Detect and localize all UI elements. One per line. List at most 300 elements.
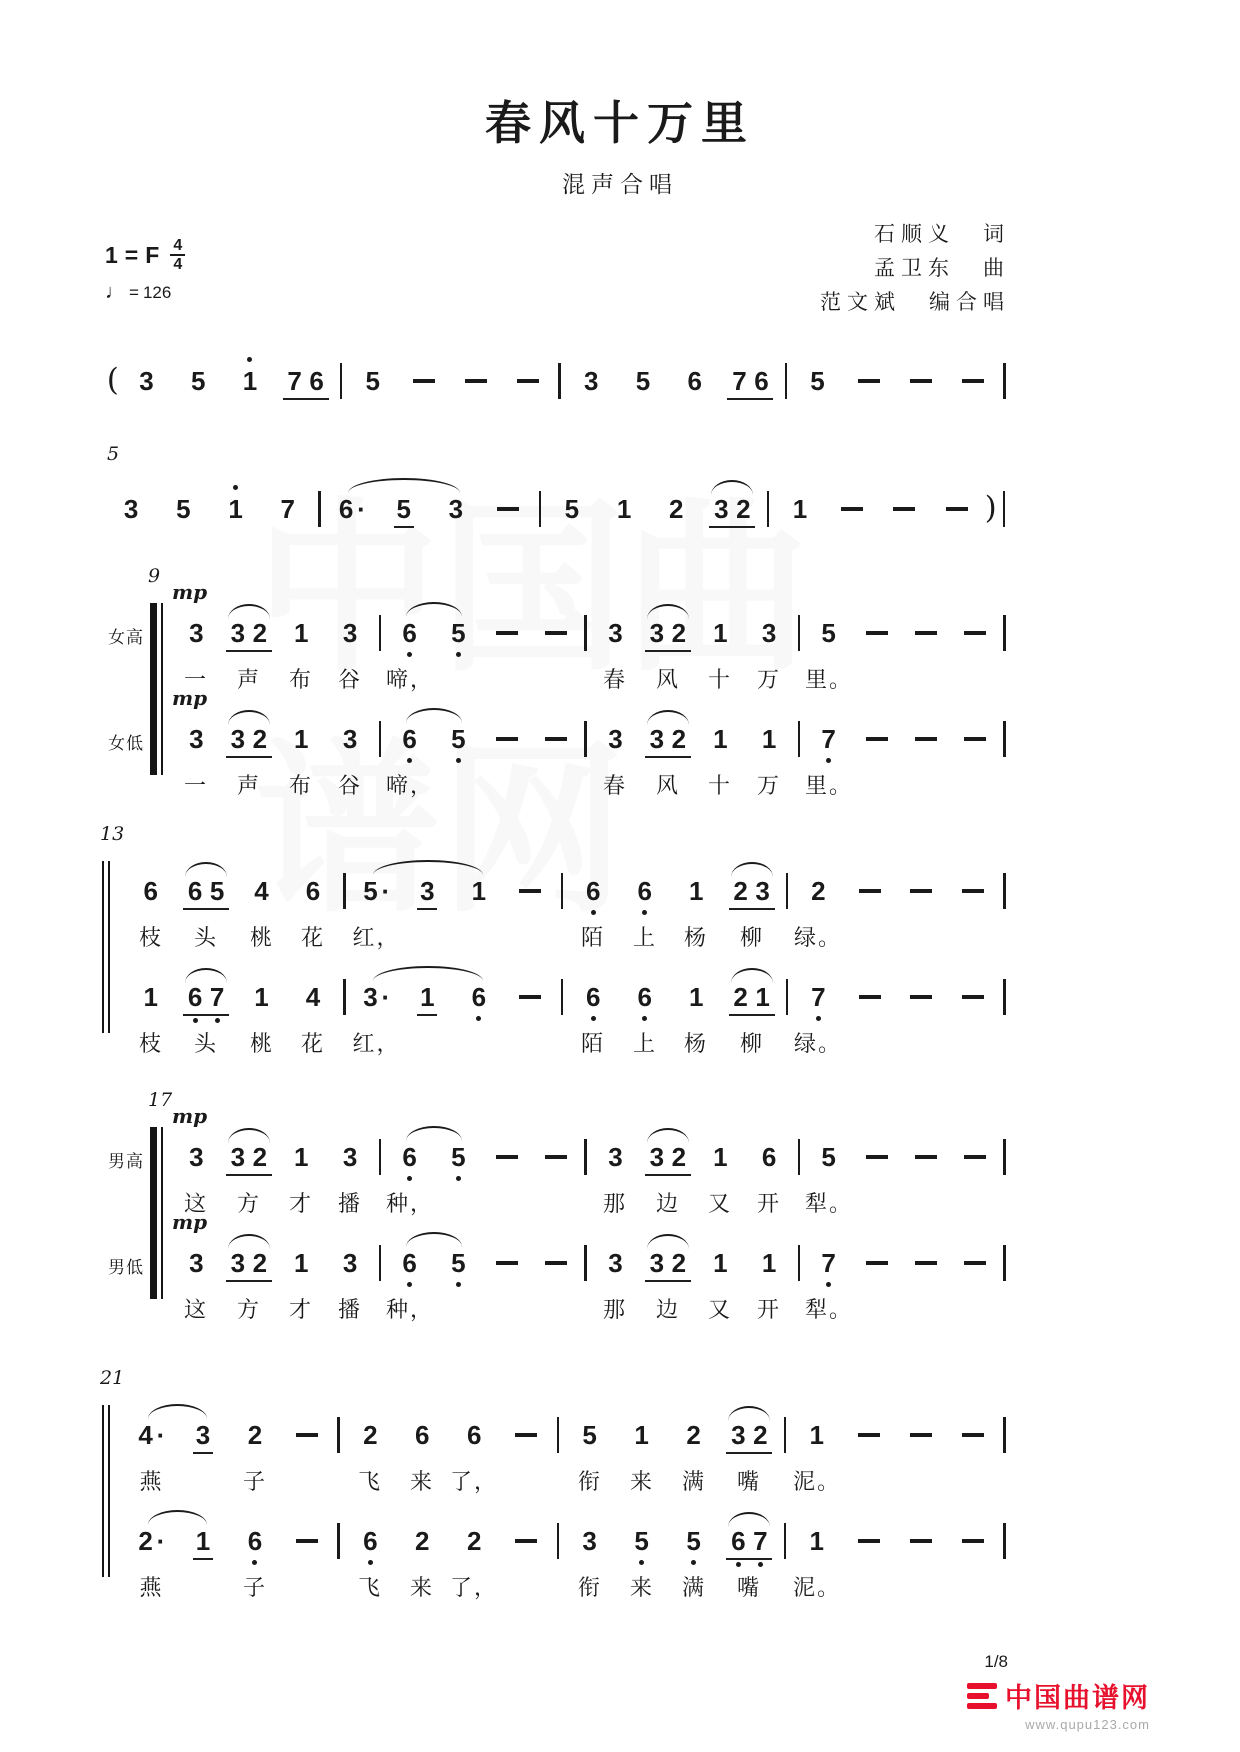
octave-dot-slot (826, 1131, 831, 1140)
note-column (340, 713, 360, 765)
barline-mark (557, 1417, 560, 1453)
lyricist-name: 石顺义 (874, 223, 955, 246)
octave-dot-slot (589, 398, 594, 407)
note (277, 713, 326, 767)
dash-mark (964, 631, 986, 635)
note-number: 2 (467, 1526, 482, 1556)
note (564, 1409, 616, 1463)
lyric-syllable: 边 (655, 1297, 681, 1322)
octave-dot-slot (646, 758, 668, 767)
lyric-syllable: 绿。 (793, 925, 843, 950)
note-number: 2 (811, 876, 826, 906)
group-bottom-dots (646, 758, 690, 767)
note-number: 6 (586, 876, 601, 906)
dash (947, 865, 999, 919)
dash-mark (496, 1261, 518, 1265)
group-numbers: 3 2 (226, 1140, 272, 1176)
octave-dot-slot (233, 483, 238, 492)
octave-dot-slot (718, 713, 723, 722)
octave-dot (368, 1560, 373, 1565)
octave-dot-slot (815, 398, 820, 407)
dash-mark (964, 1261, 986, 1265)
note-number: 3 (342, 724, 358, 754)
dash-mark (858, 379, 880, 383)
voice-row (108, 686, 1010, 801)
note-column (412, 1409, 432, 1461)
barline-mark (561, 979, 564, 1015)
lyric-syllable: 这 (183, 1297, 209, 1322)
note-column (710, 713, 730, 765)
note-number: 6 (761, 1142, 777, 1172)
octave-dot-slot (613, 756, 618, 765)
voice-row (108, 580, 1010, 695)
dash-mark (858, 1433, 880, 1437)
barline-mark (584, 1245, 587, 1281)
barline-mark (1003, 491, 1006, 527)
octave-dot-slot (826, 607, 831, 616)
dash-mark (859, 889, 881, 893)
lyric-syllable: 头 (193, 925, 219, 950)
note-number: 5 · (363, 876, 391, 906)
note (591, 607, 640, 661)
note-column (807, 1409, 827, 1461)
note-column (614, 483, 634, 535)
octave-dot-slot (814, 1409, 819, 1418)
note (157, 483, 209, 537)
group-numbers: 3 2 (226, 1246, 272, 1282)
dash (843, 1409, 895, 1463)
octave-dot-slot (569, 483, 574, 492)
group-bottom-dots (727, 1454, 771, 1463)
octave-dot-slot (642, 865, 647, 874)
lyric-syllable: 上 (632, 925, 658, 950)
lyric-syllable: 方 (236, 1297, 262, 1322)
octave-dot-slot (691, 1558, 696, 1567)
augmentation-dot: · (156, 1420, 166, 1450)
key-equals: = (124, 241, 139, 268)
lyric-syllable: 这 (183, 1191, 209, 1216)
group-bottom-dots (184, 910, 228, 919)
octave-dot (252, 1560, 257, 1565)
note (172, 607, 221, 661)
dash-mark (962, 1433, 984, 1437)
lyric-syllable: 才 (288, 1191, 314, 1216)
note-number: 5 (451, 1142, 466, 1172)
dash (502, 355, 554, 409)
lyric-syllable: 来 (409, 1469, 435, 1494)
lyric-row (172, 1295, 1010, 1325)
note-column (245, 1515, 265, 1567)
group-numbers: 6 7 (183, 980, 229, 1016)
barline-mark (1003, 363, 1006, 399)
note-number: 5 (635, 366, 651, 396)
note-column (808, 971, 828, 1023)
note (591, 713, 640, 767)
octave-dot-slot (694, 908, 699, 917)
octave-dot-slot (259, 1014, 264, 1023)
dash (500, 1409, 552, 1463)
lyric-syllable: 万 (756, 667, 782, 692)
site-url: www.qupu123.com (1025, 1717, 1150, 1732)
dash (505, 971, 557, 1025)
octave-dot (407, 652, 412, 657)
barline-mark (1003, 1139, 1006, 1175)
note-column (141, 971, 161, 1023)
octave-dot-slot (642, 908, 647, 917)
barline-mark (1003, 1417, 1006, 1453)
system-last (100, 1367, 1010, 1603)
octave-dot-slot (252, 1409, 257, 1418)
lyric-row (125, 1467, 1010, 1497)
lyric-row (172, 771, 1010, 801)
barline-mark (767, 491, 770, 527)
note-column (759, 713, 779, 765)
lyric-syllable: 一 (183, 773, 209, 798)
note-column (340, 1237, 360, 1289)
dash-mark (962, 1539, 984, 1543)
dynamic-mp: mp (172, 686, 208, 710)
dash (844, 865, 896, 919)
octave-dot-slot (694, 971, 699, 980)
octave-dot (642, 1016, 647, 1021)
note (125, 865, 177, 919)
time-signature (170, 238, 185, 272)
note (804, 1131, 853, 1185)
group-numbers: 6 7 (726, 1524, 772, 1560)
note (669, 355, 721, 409)
tempo-marking (105, 281, 185, 304)
note-column (759, 1131, 779, 1183)
note-column (819, 713, 839, 765)
barline (999, 1237, 1010, 1291)
site-watermark (967, 1676, 1150, 1732)
voice-label: 男高 (108, 1152, 144, 1171)
barline-mark (1003, 1245, 1006, 1281)
voice-row (105, 483, 1010, 537)
composer-name: 孟卫东 (874, 257, 955, 280)
dash-mark (962, 379, 984, 383)
note-number: 1 (242, 366, 258, 396)
dash-mark (866, 737, 888, 741)
barline-mark (557, 1523, 560, 1559)
octave-dot-slot (401, 528, 406, 537)
octave-dot-slot (641, 398, 646, 407)
barline-mark (798, 1245, 801, 1281)
note (619, 971, 671, 1025)
octave-dot-slot (249, 758, 271, 767)
voice-row (108, 1210, 1010, 1325)
note-number: 3 (342, 618, 358, 648)
system-intro1 (105, 355, 1010, 409)
octave-dot-slot (311, 865, 316, 874)
note (209, 483, 261, 537)
dash-mark (545, 1155, 567, 1159)
note-column (136, 355, 156, 407)
note-number: 7 (280, 494, 295, 524)
dash (902, 1237, 951, 1291)
octave-dot-slot (613, 1131, 618, 1140)
dash (281, 1409, 333, 1463)
note (745, 1131, 794, 1185)
octave-dot-slot (718, 756, 723, 765)
octave-dot-slot (311, 908, 316, 917)
note (229, 1409, 281, 1463)
dash-mark (496, 737, 518, 741)
dash (902, 713, 951, 767)
group-numbers: 2 1 (729, 980, 775, 1016)
page-indicator: 1/8 (984, 1652, 1008, 1671)
octave-dot-slot (299, 1280, 304, 1289)
note-number: 3 (761, 618, 777, 648)
system-men (108, 1089, 1010, 1325)
group-bottom-dots (227, 758, 271, 767)
octave-dot-slot (826, 1237, 831, 1246)
note-number: 5 (451, 1248, 466, 1278)
octave-dot-slot (420, 1515, 425, 1524)
note-column (121, 483, 141, 535)
dash (505, 865, 557, 919)
note (793, 971, 845, 1025)
octave-dot-slot (306, 400, 328, 409)
measure-number: 5 (107, 443, 120, 465)
note-column (360, 1409, 380, 1461)
octave-dot-slot (407, 1174, 412, 1183)
note-column (291, 1237, 311, 1289)
note-column (807, 1515, 827, 1567)
octave-dot-slot (815, 355, 820, 364)
augmentation-dot: · (381, 982, 391, 1012)
octave-dot-slot (718, 1174, 723, 1183)
note-number: 5 (190, 366, 206, 396)
dash (896, 971, 948, 1025)
octave-dot-slot (591, 908, 596, 917)
octave-dot-slot (816, 908, 821, 917)
note-group (276, 355, 336, 409)
octave-dot-slot (622, 526, 627, 535)
quarter-note-icon: ♩ (105, 281, 125, 303)
octave-dot-slot (206, 910, 228, 919)
octave-dot-slot (373, 1014, 378, 1023)
octave-dot-slot (348, 1131, 353, 1140)
octave-dot-slot (642, 1014, 647, 1023)
note-number: 2 (363, 1420, 378, 1450)
octave-dot-slot (767, 607, 772, 616)
dash (853, 607, 902, 661)
barline (998, 483, 1009, 537)
note-number: 6 (687, 366, 703, 396)
note-number: 1 (417, 980, 437, 1016)
dash (532, 713, 581, 767)
arranger-role: 编合唱 (929, 291, 1010, 314)
dash (482, 483, 534, 537)
octave-dot (758, 1562, 763, 1567)
note-column (562, 483, 582, 535)
key-signature (105, 238, 185, 272)
dash (947, 355, 999, 409)
note-column (173, 483, 193, 535)
octave-dot (215, 1018, 220, 1023)
dash (951, 1131, 1000, 1185)
lyric-syllable: 嘴 (736, 1575, 762, 1600)
paren-sign: ( (106, 362, 119, 398)
octave-dot-slot (814, 1515, 819, 1524)
octave-dot-slot (472, 1452, 477, 1461)
octave-dot (456, 652, 461, 657)
lyric-syllable: 枝 (138, 1031, 164, 1056)
dash-mark (910, 889, 932, 893)
octave-dot-slot (767, 1131, 772, 1140)
paren (105, 355, 121, 409)
note-number: 1 (294, 1142, 309, 1172)
dash-mark (866, 1155, 888, 1159)
dash (902, 1131, 951, 1185)
dash-mark (413, 379, 435, 383)
note (224, 355, 276, 409)
dash (399, 355, 451, 409)
barline-mark (786, 873, 789, 909)
slur-arc (406, 708, 462, 723)
dash (951, 1237, 1000, 1291)
octave-dot-slot (727, 1560, 749, 1569)
octave-dot-slot (641, 355, 646, 364)
key-tonic: F (145, 241, 160, 268)
lyric-syllable: 那 (602, 1297, 628, 1322)
octave-dot-slot (476, 908, 481, 917)
lyric-syllable: 播 (337, 1191, 363, 1216)
group-top-dots (284, 355, 328, 364)
note (568, 971, 620, 1025)
dynamic-mp: mp (172, 1104, 208, 1128)
slur-arc (348, 478, 461, 493)
dash (902, 607, 951, 661)
group-bottom-dots (227, 652, 271, 661)
slur-arc (373, 860, 484, 875)
group-bottom-dots (730, 910, 774, 919)
system-women (108, 565, 1010, 801)
barline (339, 971, 350, 1025)
note-column (581, 355, 601, 407)
measure-number: 17 (148, 1089, 173, 1111)
octave-dot-slot (194, 650, 199, 659)
dash-mark (545, 1261, 567, 1265)
note (172, 713, 221, 767)
note-column (464, 1515, 484, 1567)
dash (931, 483, 983, 537)
barline (554, 355, 565, 409)
octave-dot-slot (767, 1174, 772, 1183)
note-column (252, 865, 272, 917)
note-column (605, 1131, 625, 1183)
note-number: 1 (713, 1142, 728, 1172)
lyric-syllable: 飞 (357, 1575, 383, 1600)
note (616, 1515, 668, 1569)
octave-dot-slot (472, 1409, 477, 1418)
dash-mark (962, 995, 984, 999)
note (774, 483, 826, 537)
augmentation-dot: · (357, 494, 366, 524)
slur-arc (148, 1404, 208, 1419)
note (546, 483, 598, 537)
note-number: 3 (189, 1248, 204, 1278)
lyric-syllable: 里。 (804, 667, 854, 692)
octave-dot-slot (311, 1014, 316, 1023)
note (591, 1131, 640, 1185)
note-column (808, 355, 828, 407)
lyric-syllable: 衔 (577, 1469, 603, 1494)
lyric-syllable: 上 (632, 1031, 658, 1056)
note (287, 971, 339, 1025)
group-numbers: 3 2 (645, 616, 691, 652)
note-number: 5 (394, 492, 414, 528)
dash-mark (964, 737, 986, 741)
octave-dot-slot (587, 1558, 592, 1567)
dash (878, 483, 930, 537)
note-number: 6 (637, 982, 652, 1012)
note-number: 6 (402, 1248, 417, 1278)
dash-mark (515, 1433, 537, 1437)
barline (556, 971, 567, 1025)
barline (999, 713, 1010, 767)
note-column (819, 1131, 839, 1183)
lyric-syllable: 春 (602, 773, 628, 798)
barline-mark (379, 1245, 382, 1281)
dash (853, 1131, 902, 1185)
voice-row (125, 865, 1010, 953)
note-number: 1 (689, 982, 704, 1012)
note (448, 1515, 500, 1569)
group-bottom-dots (284, 400, 328, 409)
octave-dot-slot (148, 1014, 153, 1023)
group-numbers: 2 3 (729, 874, 775, 910)
dash-mark (841, 507, 863, 511)
note (347, 355, 399, 409)
note (696, 713, 745, 767)
barline-mark (1003, 979, 1006, 1015)
octave-dot-slot (591, 1014, 596, 1023)
barline-mark (340, 363, 343, 399)
octave-dot (591, 910, 596, 915)
barline-mark (343, 873, 346, 909)
note-column (633, 355, 653, 407)
note-row (172, 686, 1010, 767)
octave-dot-slot (646, 1282, 668, 1291)
octave-dot-slot (148, 865, 153, 874)
barline (580, 1237, 591, 1291)
note (287, 865, 339, 919)
dash (450, 355, 502, 409)
octave-dot-slot (194, 1131, 199, 1140)
barline (314, 483, 325, 537)
tempo-bpm: 126 (142, 282, 172, 302)
site-name: 中国曲谱网 (1005, 1683, 1150, 1713)
note-column (278, 483, 298, 535)
system-bracket (150, 1127, 163, 1299)
note (236, 971, 288, 1025)
lyric-syllable: 啼， (385, 667, 435, 692)
octave-dot-slot (227, 758, 249, 767)
octave-dot-slot (613, 1280, 618, 1289)
note-row (172, 1104, 1010, 1185)
octave-dot-slot (407, 1280, 412, 1289)
lyric-syllable: 又 (707, 1297, 733, 1322)
note-column (710, 1237, 730, 1289)
dash-mark (910, 379, 932, 383)
measure-number: 21 (100, 1367, 125, 1389)
credit-arranger (820, 286, 1010, 320)
barline (556, 865, 567, 919)
note (277, 607, 326, 661)
lyric-syllable: 泥。 (792, 1469, 842, 1494)
